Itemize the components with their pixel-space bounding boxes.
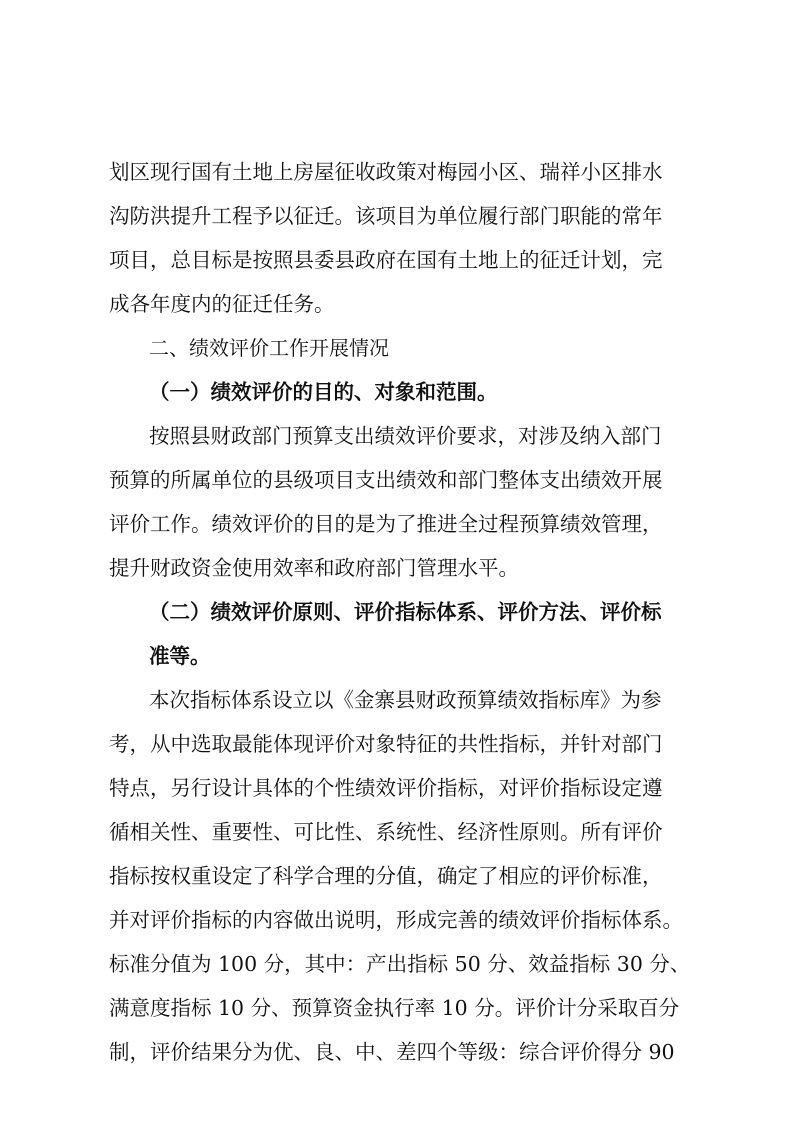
paragraph-3-line-8: 满意度指标 10 分、预算资金执行率 10 分。评价计分采取百分	[109, 996, 680, 1020]
section-heading-2: 二、绩效评价工作开展情况	[149, 336, 389, 360]
paragraph-1-line-4: 成各年度内的征迁任务。	[109, 292, 335, 316]
paragraph-3-line-7: 标准分值为 100 分，其中：产出指标 50 分、效益指标 30 分、	[109, 952, 691, 976]
paragraph-2-line-1: 按照县财政部门预算支出绩效评价要求，对涉及纳入部门	[149, 424, 662, 448]
subheading-1: （一）绩效评价的目的、对象和范围。	[149, 380, 498, 404]
paragraph-3-line-1: 本次指标体系设立以《金寨县财政预算绩效指标库》为参	[149, 688, 662, 712]
paragraph-2-line-3: 评价工作。绩效评价的目的是为了推进全过程预算绩效管理，	[109, 512, 663, 536]
paragraph-1-line-2: 沟防洪提升工程予以征迁。该项目为单位履行部门职能的常年	[109, 204, 663, 228]
paragraph-3-line-6: 并对评价指标的内容做出说明，形成完善的绩效评价指标体系。	[109, 908, 683, 932]
paragraph-2-line-4: 提升财政资金使用效率和政府部门管理水平。	[109, 556, 519, 580]
paragraph-2-line-2: 预算的所属单位的县级项目支出绩效和部门整体支出绩效开展	[109, 468, 663, 492]
paragraph-1-line-1: 划区现行国有土地上房屋征收政策对梅园小区、瑞祥小区排水	[109, 160, 663, 184]
subheading-2-line-1: （二）绩效评价原则、评价指标体系、评价方法、评价标	[149, 600, 662, 624]
subheading-2-line-2: 准等。	[149, 644, 211, 668]
paragraph-3-line-5: 指标按权重设定了科学合理的分值，确定了相应的评价标准，	[109, 864, 663, 888]
paragraph-3-line-3: 特点，另行设计具体的个性绩效评价指标，对评价指标设定遵	[109, 776, 663, 800]
paragraph-1-line-3: 项目，总目标是按照县委县政府在国有土地上的征迁计划，完	[109, 248, 663, 272]
paragraph-3-line-4: 循相关性、重要性、可比性、系统性、经济性原则。所有评价	[109, 820, 663, 844]
paragraph-3-line-9: 制，评价结果分为优、良、中、差四个等级：综合评价得分 90	[109, 1040, 675, 1064]
paragraph-3-line-2: 考，从中选取最能体现评价对象特征的共性指标，并针对部门	[109, 732, 663, 756]
